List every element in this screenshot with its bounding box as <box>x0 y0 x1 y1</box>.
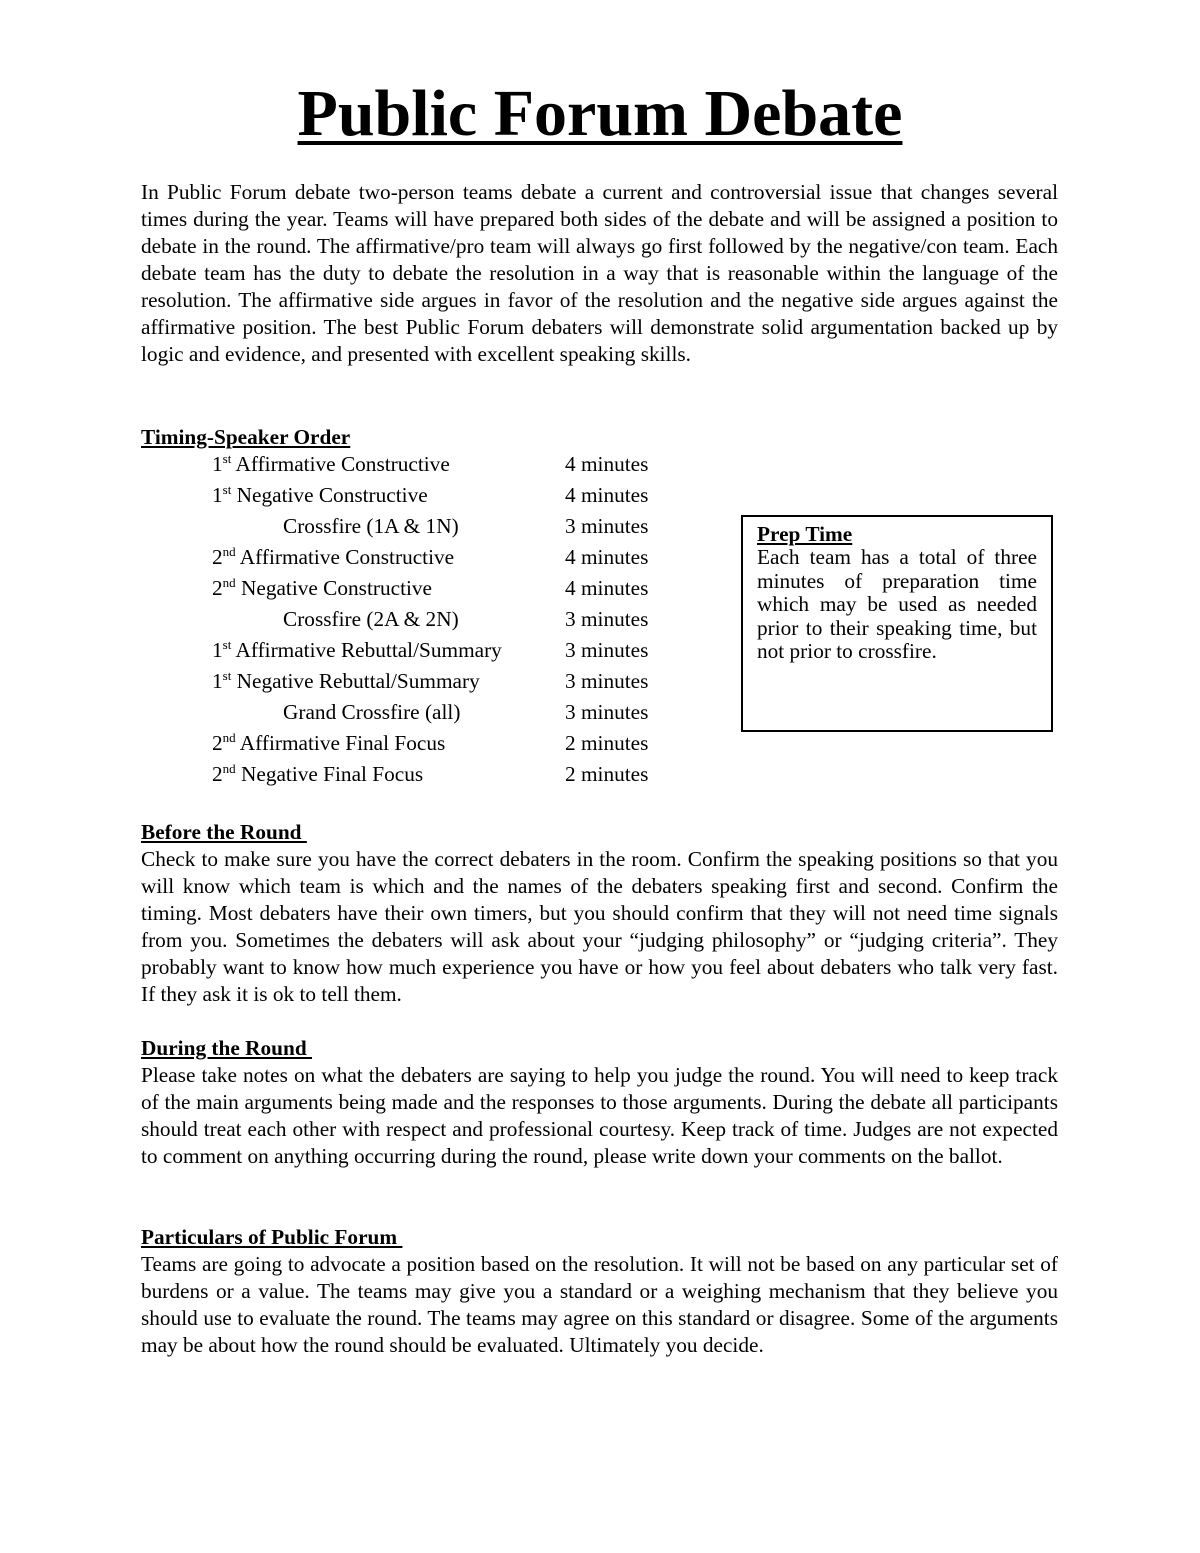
speech-name <box>212 637 502 664</box>
speech-duration: 2 minutes <box>565 731 649 755</box>
speaker-order-row <box>141 699 701 730</box>
speech-ordinal: 2 <box>212 576 223 600</box>
speech-ordinal-suffix: st <box>222 482 232 497</box>
speech-label: Crossfire (2A & 2N) <box>283 607 459 631</box>
speech-ordinal: 2 <box>212 762 223 786</box>
speech-ordinal-suffix: nd <box>222 730 236 745</box>
before-round-paragraph: Check to make sure you have the correct debaters in the room. Confirm the speaking positions so that you will know which team is which and the names of the debaters speaking first and second. Confirm the timing. Most debaters have their own timers, but you should confirm that they will not need time signals from you. Sometimes the debaters will ask about your “judging philosophy” or “judging criteria”. They probably want to know how much experience you have or how you feel about debaters who talk very fast. If they ask it is ok to tell them. <box>141 847 1058 1006</box>
speech-label: Affirmative Final Focus <box>235 731 446 755</box>
speech-duration: 3 minutes <box>565 638 649 662</box>
speech-duration: 3 minutes <box>565 700 649 724</box>
speech-ordinal: 1 <box>212 483 223 507</box>
speech-ordinal-suffix: nd <box>222 544 236 559</box>
speech-ordinal: 2 <box>212 545 223 569</box>
speech-ordinal-suffix: st <box>222 451 232 466</box>
intro-paragraph: In Public Forum debate two-person teams debate a current and controversial issue that changes several times during the year. Teams will have prepared both sides of the debate and will be assigned a position to debate in the round. The affirmative/pro team will always go first followed by the negative/con team. Each debate team has the duty to debate the resolution in a way that is reasonable within the language of the resolution. The affirmative side argues in favor of the resolution and the negative side argues against the affirmative position. The best Public Forum debaters will demonstrate solid argumentation backed up by logic and evidence, and presented with excellent speaking skills. <box>141 180 1058 366</box>
speech-label: Negative Rebuttal/Summary <box>231 669 480 693</box>
page-title: Public Forum Debate <box>297 77 903 150</box>
speech-name <box>283 606 459 633</box>
speech-ordinal: 1 <box>212 452 223 476</box>
speech-ordinal-suffix: nd <box>222 575 236 590</box>
speaker-order-row <box>141 575 701 606</box>
speaker-order-row <box>141 761 701 792</box>
speaker-order-row <box>141 637 701 668</box>
speech-label: Affirmative Constructive <box>231 452 450 476</box>
before-round-heading: Before the Round <box>141 820 307 844</box>
speech-duration: 4 minutes <box>565 576 649 600</box>
speech-name <box>283 699 460 726</box>
speaker-order-row <box>141 730 701 761</box>
speech-ordinal: 1 <box>212 638 223 662</box>
speech-ordinal: 1 <box>212 669 223 693</box>
speech-duration: 3 minutes <box>565 607 649 631</box>
prep-time-heading: Prep Time <box>757 522 853 546</box>
speech-label: Negative Constructive <box>235 576 433 600</box>
speech-duration: 3 minutes <box>565 669 649 693</box>
during-round-heading: During the Round <box>141 1036 313 1060</box>
speaker-order-row <box>141 606 701 637</box>
speech-duration: 4 minutes <box>565 483 649 507</box>
speech-name <box>212 668 480 695</box>
speech-duration: 4 minutes <box>565 452 649 476</box>
prep-time-text: Each team has a total of three minutes of preparation time which may be used as needed prior to their speaking time, but not prior to crossfire. <box>757 545 1037 663</box>
speech-name <box>212 730 445 757</box>
speaker-order-row <box>141 513 701 544</box>
speaker-order-row <box>141 544 701 575</box>
speech-ordinal-suffix: nd <box>222 761 236 776</box>
speech-ordinal-suffix: st <box>222 637 232 652</box>
speech-duration: 3 minutes <box>565 514 649 538</box>
particulars-heading: Particulars of Public Forum <box>141 1225 403 1249</box>
speech-name <box>212 451 450 478</box>
speech-name <box>212 761 423 788</box>
speech-name <box>212 544 454 571</box>
speech-name <box>283 513 459 540</box>
speech-duration: 2 minutes <box>565 762 649 786</box>
prep-time-box <box>741 515 1053 732</box>
speech-name <box>212 482 428 509</box>
speaker-order-row <box>141 668 701 699</box>
during-round-paragraph: Please take notes on what the debaters are saying to help you judge the round. You will need to keep track of the main arguments being made and the responses to those arguments. During the debate all participants should treat each other with respect and professional courtesy. Keep track of time. Judges are not expected to comment on anything occurring during the round, please write down your comments on the ballot. <box>141 1063 1058 1168</box>
timing-heading: Timing-Speaker Order <box>141 425 351 449</box>
speech-label: Crossfire (1A & 1N) <box>283 514 459 538</box>
speech-label: Affirmative Constructive <box>235 545 455 569</box>
speech-label: Negative Constructive <box>231 483 428 507</box>
speech-ordinal: 2 <box>212 731 223 755</box>
speaker-order-row <box>141 482 701 513</box>
speech-name <box>212 575 432 602</box>
speech-label: Grand Crossfire (all) <box>283 700 461 724</box>
speech-label: Affirmative Rebuttal/Summary <box>231 638 502 662</box>
particulars-paragraph: Teams are going to advocate a position based on the resolution. It will not be based on any particular set of burdens or a value. The teams may give you a standard or a weighing mechanism that they believe you should use to evaluate the round. The teams may agree on this standard or disagree. Some of the arguments may be about how the round should be evaluated. Ultimately you decide. <box>141 1252 1058 1357</box>
speech-label: Negative Final Focus <box>235 762 424 786</box>
speaker-order-row <box>141 451 701 482</box>
speech-ordinal-suffix: st <box>222 668 232 683</box>
speech-duration: 4 minutes <box>565 545 649 569</box>
